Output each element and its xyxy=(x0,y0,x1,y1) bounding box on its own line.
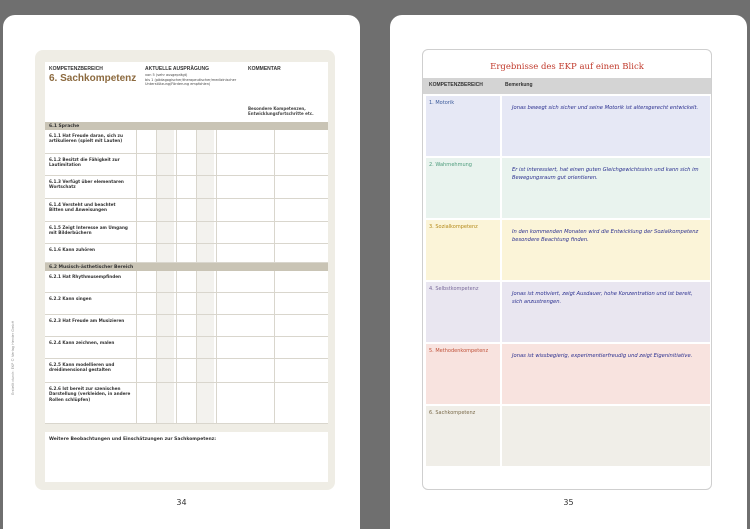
remark-cell[interactable] xyxy=(502,282,710,342)
category-cell: 1. Motorik xyxy=(426,96,500,156)
summary-card xyxy=(422,49,712,490)
rating-cell[interactable] xyxy=(176,293,194,314)
rating-cell[interactable] xyxy=(176,315,194,336)
summary-row xyxy=(426,344,710,404)
summary-row xyxy=(426,158,710,218)
rating-cell[interactable] xyxy=(216,293,234,314)
item-label: 6.1.4 Versteht und beachtet Bitten und Anweisungen xyxy=(49,202,116,213)
rating-cell[interactable] xyxy=(156,337,174,358)
item-label: 6.1.6 Kann zuhören xyxy=(49,247,96,252)
scale-desc-1: von 5 (sehr ausgeprägt) xyxy=(145,73,188,77)
summary-row xyxy=(426,406,710,466)
comment-cell[interactable] xyxy=(274,337,328,358)
rating-cell[interactable] xyxy=(196,383,214,423)
category-cell: 6. Sachkompetenz xyxy=(426,406,500,466)
rating-cell[interactable] xyxy=(136,383,154,423)
observations-box[interactable] xyxy=(45,432,328,482)
rating-cell[interactable] xyxy=(176,359,194,382)
rating-cell[interactable] xyxy=(136,130,154,153)
observations-label: Weitere Beobachtungen und Einschätzungen zur Sachkompetenz: xyxy=(49,437,217,442)
item-label: 6.1.5 Zeigt Interesse am Umgang mit Bilderbüchern xyxy=(49,225,128,236)
rating-cell[interactable] xyxy=(216,244,234,262)
comment-cell[interactable] xyxy=(274,244,328,262)
rating-cell[interactable] xyxy=(156,383,174,423)
remark-text: In den kommenden Monaten wird die Entwicklung der Sozialkompetenz besondere Beachtung finden. xyxy=(512,229,699,244)
rating-cell[interactable] xyxy=(176,271,194,292)
comment-cell[interactable] xyxy=(274,130,328,153)
item-label: 6.2.3 Hat Freude am Musizieren xyxy=(49,318,125,323)
page-number: 35 xyxy=(563,498,574,507)
current-label: AKTUELLE AUSPRÄGUNG xyxy=(145,66,209,72)
comment-cell[interactable] xyxy=(274,383,328,423)
rating-cell[interactable] xyxy=(176,154,194,175)
scale-desc-2: bis 1 (pädagogischer/therapeutischer/medizinischer Unterstützung/Förderung empfohlen) xyxy=(145,78,237,87)
summary-title: Ergebnisse des EKP auf einen Blick xyxy=(490,62,644,72)
comment-cell[interactable] xyxy=(274,222,328,243)
table-row xyxy=(45,199,328,222)
category-cell: 4. Selbstkompetenz xyxy=(426,282,500,342)
left-page xyxy=(3,15,360,529)
rating-cell[interactable] xyxy=(196,271,214,292)
table-row xyxy=(45,176,328,199)
rating-cell[interactable] xyxy=(216,176,234,198)
rating-cell[interactable] xyxy=(196,222,214,243)
remark-text: Jonas ist wissbegierig, experimentierfreudig und zeigt Eigeninitiative. xyxy=(512,353,693,359)
rating-cell[interactable] xyxy=(136,154,154,175)
rating-cell[interactable] xyxy=(136,315,154,336)
rating-cell[interactable] xyxy=(176,130,194,153)
section-header: 6.1 Sprache xyxy=(45,122,328,130)
summary-row xyxy=(426,220,710,280)
rating-cell[interactable] xyxy=(156,244,174,262)
remark-cell[interactable] xyxy=(502,406,710,466)
category-cell: 2. Wahrnehmung xyxy=(426,158,500,218)
assessment-sheet xyxy=(35,50,335,490)
table-row xyxy=(45,271,328,293)
rating-cell[interactable] xyxy=(156,176,174,198)
rating-cell[interactable] xyxy=(196,176,214,198)
rating-cell[interactable] xyxy=(136,337,154,358)
rating-cell[interactable] xyxy=(216,337,234,358)
rating-cell[interactable] xyxy=(216,222,234,243)
rating-cell[interactable] xyxy=(216,130,234,153)
item-label: 6.2.6 Ist bereit zur szenischen Darstellung (verkleiden, in andere Rollen schlüpfen) xyxy=(49,386,131,402)
item-label: 6.2.5 Kann modellieren und dreidimensional gestalten xyxy=(49,362,115,373)
page-title: 6. Sachkompetenz xyxy=(49,73,137,84)
table-row xyxy=(45,337,328,359)
comment-sub: Besondere Kompetenzen, Entwicklungsfortschritte etc. xyxy=(248,106,314,116)
remark-text: Jonas bewegt sich sicher und seine Motorik ist altersgerecht entwickelt. xyxy=(512,105,699,111)
rating-cell[interactable] xyxy=(196,315,214,336)
comment-cell[interactable] xyxy=(274,315,328,336)
area-label: KOMPETENZBEREICH xyxy=(49,66,103,72)
rating-cell[interactable] xyxy=(216,315,234,336)
remark-text: Jonas ist motiviert, zeigt Ausdauer, hohe Konzentration und ist bereit, sich anzustrengen. xyxy=(512,291,693,306)
rating-cell[interactable] xyxy=(216,154,234,175)
rating-cell[interactable] xyxy=(176,176,194,198)
table-row xyxy=(45,154,328,176)
category-cell: 5. Methodenkompetenz xyxy=(426,344,500,404)
rating-cell[interactable] xyxy=(216,359,234,382)
rating-cell[interactable] xyxy=(136,244,154,262)
rating-cell[interactable] xyxy=(156,293,174,314)
rating-cell[interactable] xyxy=(216,271,234,292)
comment-cell[interactable] xyxy=(274,199,328,221)
rating-cell[interactable] xyxy=(156,359,174,382)
side-note: Erstellt durch: EKP © Verlag Herder GmbH xyxy=(11,320,15,395)
remark-text: Er ist interessiert, hat einen guten Gleichgewichtssinn und kann sich im Bewegungsraum gut orientieren. xyxy=(512,167,699,182)
remark-cell[interactable] xyxy=(502,220,710,280)
rating-cell[interactable] xyxy=(136,176,154,198)
rating-cell[interactable] xyxy=(196,293,214,314)
comment-cell[interactable] xyxy=(274,176,328,198)
page-number: 34 xyxy=(176,498,187,507)
comment-cell[interactable] xyxy=(274,271,328,292)
rating-cell[interactable] xyxy=(176,244,194,262)
rating-cell[interactable] xyxy=(136,271,154,292)
table-row xyxy=(45,359,328,383)
rating-cell[interactable] xyxy=(196,244,214,262)
rating-cell[interactable] xyxy=(156,130,174,153)
rating-cell[interactable] xyxy=(176,222,194,243)
remark-cell[interactable] xyxy=(502,96,710,156)
item-label: 6.2.4 Kann zeichnen, malen xyxy=(49,340,115,345)
rating-cell[interactable] xyxy=(156,315,174,336)
rating-cell[interactable] xyxy=(176,337,194,358)
table-row xyxy=(45,293,328,315)
rating-cell[interactable] xyxy=(136,199,154,221)
summary-header xyxy=(423,78,711,94)
rating-cell[interactable] xyxy=(176,199,194,221)
rating-cell[interactable] xyxy=(216,199,234,221)
section-header: 6.2 Musisch-ästhetischer Bereich xyxy=(45,263,328,271)
comment-cell[interactable] xyxy=(274,293,328,314)
rating-cell[interactable] xyxy=(156,199,174,221)
col-area: KOMPETENZBEREICH xyxy=(429,82,483,88)
col-remark: Bemerkung xyxy=(505,82,533,88)
table-row xyxy=(45,315,328,337)
comment-cell[interactable] xyxy=(274,154,328,175)
rating-cell[interactable] xyxy=(136,359,154,382)
remark-cell[interactable] xyxy=(502,158,710,218)
item-label: 6.2.2 Kann singen xyxy=(49,296,92,301)
category-cell: 3. Sozialkompetenz xyxy=(426,220,500,280)
item-label: 6.1.1 Hat Freude daran, sich zu artikulieren (spielt mit Lauten) xyxy=(49,133,123,144)
summary-row xyxy=(426,282,710,342)
rating-cell[interactable] xyxy=(156,222,174,243)
table-row xyxy=(45,222,328,244)
right-page xyxy=(390,15,747,529)
remark-cell[interactable] xyxy=(502,344,710,404)
comment-label: KOMMENTAR xyxy=(248,66,281,72)
rating-cell[interactable] xyxy=(136,293,154,314)
table-row xyxy=(45,244,328,263)
rating-cell[interactable] xyxy=(156,271,174,292)
item-label: 6.1.3 Verfügt über elementaren Wortschatz xyxy=(49,179,124,190)
rating-cell[interactable] xyxy=(196,154,214,175)
comment-cell[interactable] xyxy=(274,359,328,382)
rating-cell[interactable] xyxy=(196,130,214,153)
rating-cell[interactable] xyxy=(136,222,154,243)
item-label: 6.2.1 Hat Rhythmusempfinden xyxy=(49,274,122,279)
rating-cell[interactable] xyxy=(176,383,194,423)
rating-cell[interactable] xyxy=(196,337,214,358)
table-row xyxy=(45,130,328,154)
item-label: 6.1.2 Besitzt die Fähigkeit zur Lautimitation xyxy=(49,157,120,168)
table-row xyxy=(45,383,328,424)
rating-cell[interactable] xyxy=(196,359,214,382)
rating-cell[interactable] xyxy=(196,199,214,221)
summary-row xyxy=(426,96,710,156)
rating-cell[interactable] xyxy=(216,383,234,423)
rating-cell[interactable] xyxy=(156,154,174,175)
